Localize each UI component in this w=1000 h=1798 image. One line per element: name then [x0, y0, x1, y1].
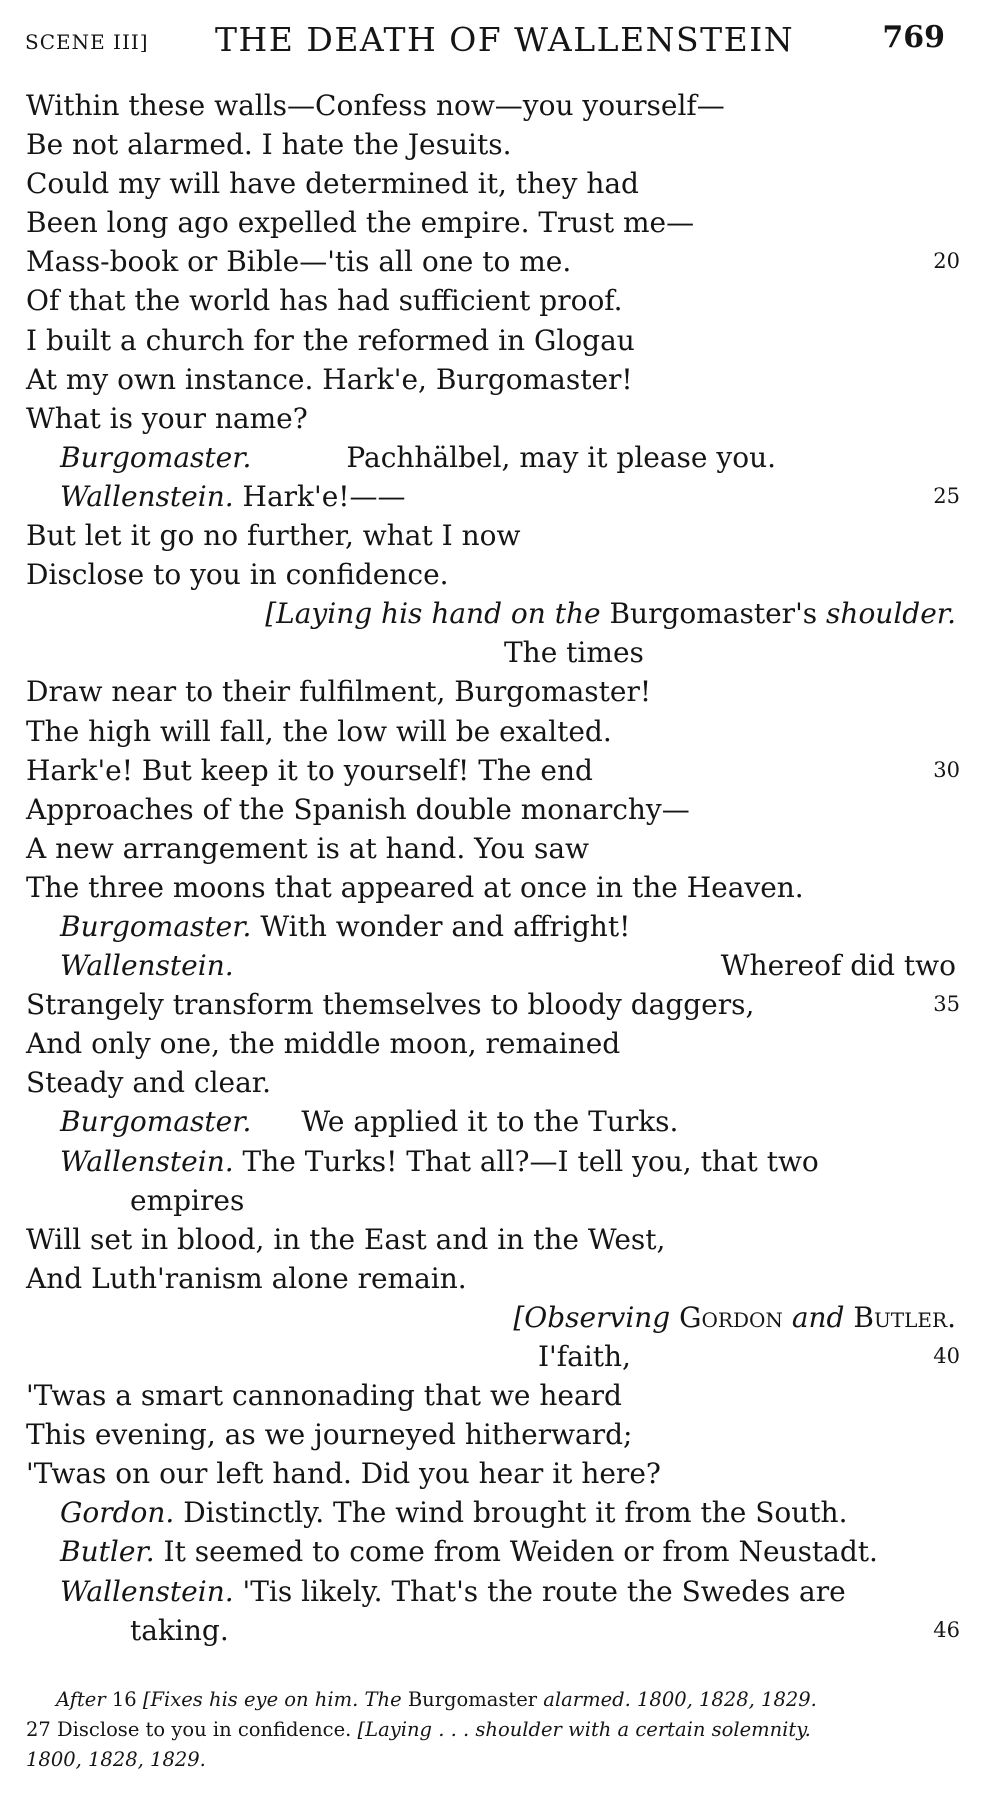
verse-line: Of that the world has had sufficient proof.: [26, 284, 623, 318]
speaker-name: Butler.: [60, 1535, 155, 1569]
verse-line: taking. 46: [26, 1611, 956, 1650]
verse-line: 'Twas on our left hand. Did you hear it here?: [26, 1457, 661, 1491]
line-number: 35: [933, 992, 960, 1017]
speaker-name: Burgomaster.: [60, 1105, 252, 1139]
verse-line: Wallenstein. Whereof did two: [60, 949, 956, 983]
verse-line: Be not alarmed. I hate the Jesuits.: [26, 128, 512, 162]
verse-line: The high will fall, the low will be exalted.: [26, 714, 612, 748]
verse-line: And only one, the middle moon, remained: [26, 1027, 621, 1061]
line-number: 30: [933, 757, 960, 782]
speaker-name: Wallenstein.: [60, 479, 234, 513]
stage-direction: [Observing Gordon and Butler.: [513, 1300, 956, 1334]
verse-line: Burgomaster. We applied it to the Turks.: [60, 1105, 679, 1139]
running-header: [25, 20, 945, 68]
verse-line: Within these walls—Confess now—you yourself—: [26, 89, 725, 122]
verse-line: Wallenstein. 'Tis likely. That's the route the Swedes are: [60, 1574, 846, 1608]
scene-label: SCENE III]: [25, 30, 149, 54]
verse-line: But let it go no further, what I now: [26, 519, 521, 553]
speaker-name: Burgomaster.: [60, 440, 252, 474]
verse-line: The three moons that appeared at once in the Heaven.: [26, 870, 804, 904]
verse-line: A new arrangement is at hand. You saw: [26, 831, 590, 865]
line-number: 20: [933, 249, 960, 274]
line-number: 46: [933, 1617, 960, 1642]
verse-line: The times: [504, 636, 644, 670]
stage-direction: [Laying his hand on the Burgomaster's shoulder.: [265, 597, 956, 631]
verse-line: Mass-book or Bible—'tis all one to me. 20: [26, 242, 956, 281]
verse-line: I'faith, 40: [26, 1337, 956, 1376]
verse-line: Could my will have determined it, they had: [26, 167, 639, 201]
verse-line: 'Twas a smart cannonading that we heard: [26, 1379, 622, 1413]
verse-line: Disclose to you in confidence.: [26, 558, 449, 592]
verse-line: Will set in blood, in the East and in the West,: [26, 1222, 666, 1256]
speaker-name: Wallenstein.: [60, 949, 234, 983]
verse-line: Draw near to their fulfilment, Burgomaster!: [26, 675, 652, 709]
verse-line: Gordon. Distinctly. The wind brought it from the South.: [60, 1496, 848, 1530]
verse-text: [26, 86, 960, 1650]
page-title: THE DEATH OF WALLENSTEIN: [215, 20, 795, 59]
line-number: 40: [933, 1344, 960, 1368]
verse-line: Hark'e! But keep it to yourself! The end 30: [26, 751, 956, 790]
speaker-name: Gordon.: [60, 1496, 175, 1530]
verse-line: What is your name?: [26, 401, 308, 435]
footnote: 1800, 1828, 1829.: [26, 1748, 206, 1771]
footnote: 27 Disclose to you in confidence. [Laying . . . shoulder with a certain solemnity.: [26, 1718, 811, 1741]
footnotes: [26, 1685, 956, 1775]
verse-line: Been long ago expelled the empire. Trust me—: [26, 206, 695, 240]
verse-line: This evening, as we journeyed hitherward;: [26, 1418, 633, 1452]
footnote: After 16 [Fixes his eye on him. The Burgomaster alarmed. 1800, 1828, 1829.: [56, 1688, 817, 1711]
verse-line: At my own instance. Hark'e, Burgomaster!: [26, 362, 633, 396]
verse-line: Strangely transform themselves to bloody daggers, 35: [26, 985, 956, 1024]
speaker-name: Wallenstein.: [60, 1144, 234, 1178]
verse-line: Wallenstein. The Turks! That all?—I tell you, that two: [60, 1144, 819, 1178]
verse-line: And Luth'ranism alone remain.: [26, 1261, 467, 1295]
speaker-name: Wallenstein.: [60, 1574, 234, 1608]
verse-line: Steady and clear.: [26, 1066, 271, 1100]
verse-line: Approaches of the Spanish double monarchy—: [26, 792, 690, 826]
page-number: 769: [882, 20, 945, 55]
verse-line: empires: [130, 1183, 245, 1217]
verse-line: Burgomaster. With wonder and affright!: [60, 909, 631, 943]
verse-line: Butler. It seemed to come from Weiden or from Neustadt.: [60, 1535, 878, 1569]
verse-line: Wallenstein. Hark'e!—— 25: [26, 477, 956, 516]
speaker-name: Burgomaster.: [60, 909, 252, 943]
verse-line: I built a church for the reformed in Glogau: [26, 323, 635, 357]
line-number: 25: [933, 483, 960, 508]
verse-line: Burgomaster. Pachhälbel, may it please you.: [60, 440, 777, 474]
